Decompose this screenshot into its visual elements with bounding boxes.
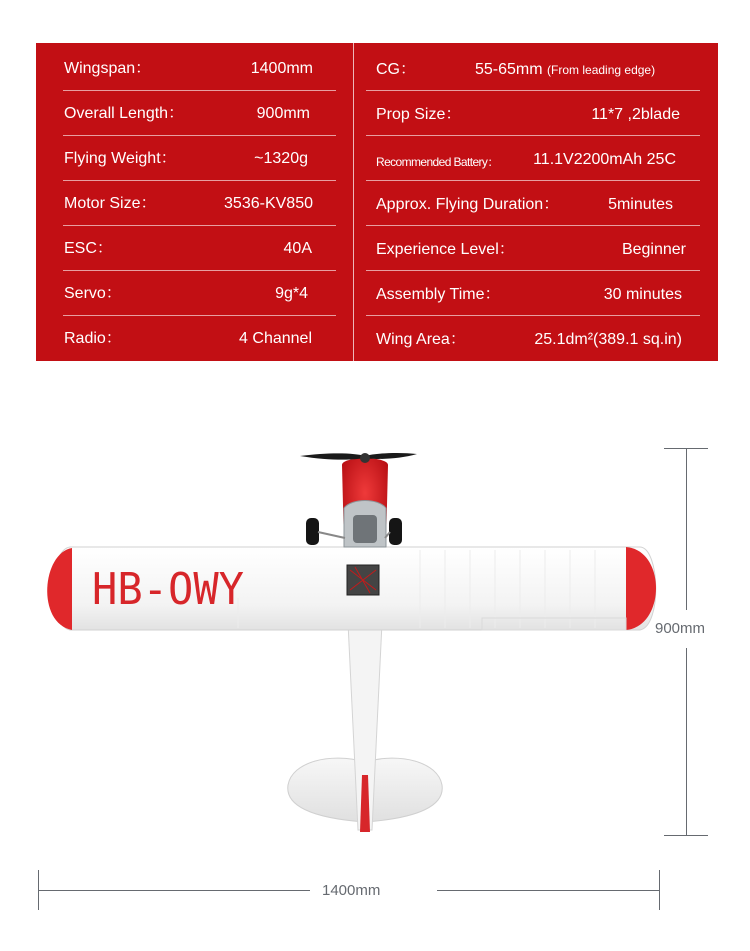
prop-size-value: 11*7 ,2blade (591, 106, 680, 123)
flying-duration-label: Approx. Flying Duration： (376, 196, 560, 213)
wing-area-label: Wing Area： (376, 331, 466, 348)
flying-weight-value: ~1320g (254, 150, 308, 167)
length-dimension-label: 900mm (655, 620, 706, 637)
wing-area-value: 25.1dm²(389.1 sq.in) (534, 331, 682, 348)
wingspan-label: Wingspan： (64, 60, 152, 77)
left-wing-tip (47, 548, 72, 630)
overall-length-label: Overall Length： (64, 105, 185, 122)
motor-size-label: Motor Size： (64, 195, 157, 212)
radio-label: Radio： (64, 330, 122, 347)
row-divider (366, 315, 700, 316)
length-dimension-line-upper (686, 448, 687, 610)
spec-table (36, 43, 718, 361)
row-divider (63, 90, 336, 91)
experience-level-label: Experience Level： (376, 241, 515, 258)
esc-label: ESC： (64, 240, 113, 257)
row-divider (63, 135, 336, 136)
plane-illustration (0, 390, 750, 946)
length-dimension-line-lower (686, 648, 687, 835)
servo-value: 9g*4 (275, 285, 308, 302)
cg-label: CG： (376, 61, 417, 78)
row-divider (366, 225, 700, 226)
wing-registration: HB-OWY (92, 564, 244, 615)
left-wheel (306, 518, 319, 545)
servo-label: Servo： (64, 285, 122, 302)
row-divider (63, 315, 336, 316)
plane-drawing (0, 390, 750, 946)
cg-note: (From leading edge) (547, 63, 656, 77)
cg-value (475, 60, 655, 80)
recommended-battery-label: Recommended Battery： (376, 155, 499, 169)
recommended-battery-value: 11.1V2200mAh 25C (533, 151, 676, 168)
row-divider (366, 90, 700, 91)
row-divider (63, 180, 336, 181)
length-dimension-bottom-tick (664, 835, 708, 836)
wingspan-dimension-line-left (38, 890, 310, 891)
experience-level-value: Beginner (621, 241, 686, 258)
right-wheel (389, 518, 402, 545)
left-gear-strut (318, 532, 345, 538)
wingspan-dimension-line-right (437, 890, 660, 891)
row-divider (63, 225, 336, 226)
row-divider (366, 180, 700, 181)
wingspan-value: 1400mm (250, 60, 313, 77)
row-divider (366, 270, 700, 271)
spinner (360, 453, 370, 463)
overall-length-value: 900mm (256, 105, 310, 122)
motor-size-value: 3536-KV850 (224, 195, 313, 212)
propeller (300, 453, 417, 460)
assembly-time-label: Assembly Time： (376, 286, 501, 303)
assembly-time-value: 30 minutes (603, 286, 682, 303)
flying-weight-label: Flying Weight： (64, 150, 177, 167)
wingspan-dimension-label: 1400mm (322, 882, 381, 899)
row-divider (366, 135, 700, 136)
column-divider (353, 43, 354, 361)
esc-value: 40A (283, 240, 312, 257)
cockpit-seat (353, 515, 377, 543)
flying-duration-value: 5minutes (608, 196, 673, 213)
cg-value-main: 55-65mm (475, 61, 543, 78)
prop-size-label: Prop Size： (376, 106, 462, 123)
row-divider (63, 270, 336, 271)
wingspan-dimension-right-tick (659, 870, 660, 910)
radio-value: 4 Channel (239, 330, 312, 347)
